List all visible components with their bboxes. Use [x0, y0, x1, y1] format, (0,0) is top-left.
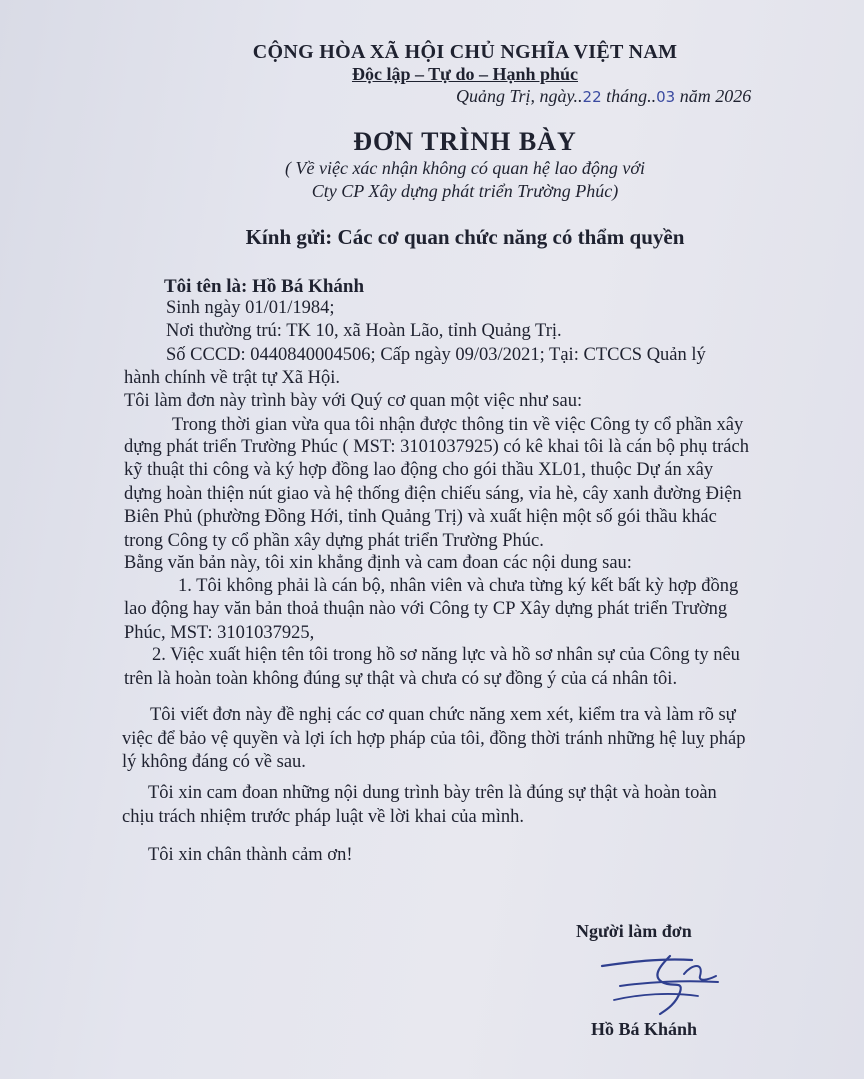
handwritten-signature	[600, 952, 730, 1018]
address-line: Nơi thường trú: TK 10, xã Hoàn Lão, tỉnh Quảng Trị.	[166, 321, 562, 341]
paragraph-1-line-1: Trong thời gian vừa qua tôi nhận được thông tin về việc Công ty cổ phần xây	[172, 415, 744, 435]
applicant-name-line: Tôi tên là: Hồ Bá Khánh	[164, 276, 365, 297]
item-1-line-1: 1. Tôi không phải là cán bộ, nhân viên và chưa từng ký kết bất kỳ hợp đồng	[178, 576, 739, 596]
intro-line: Tôi làm đơn này trình bày với Quý cơ quan một việc như sau:	[124, 391, 583, 411]
paragraph-2-line-1: Tôi viết đơn này đề nghị các cơ quan chức năng xem xét, kiểm tra và làm rõ sự	[150, 705, 736, 725]
paragraph-1-line-4: dựng hoàn thiện nút giao và hệ thống điện chiếu sáng, vỉa hè, cây xanh đường Điện	[124, 484, 742, 504]
place-prefix: Quảng Trị, ngày	[456, 86, 574, 106]
place-date-line: Quảng Trị, ngày..22 tháng..03 năm 2026	[456, 86, 752, 106]
paragraph-3-line-1: Tôi xin cam đoan những nội dung trình bày trên là đúng sự thật và hoàn toàn	[148, 783, 717, 803]
id-card-line-continued: hành chính về trật tự Xã Hội.	[124, 368, 341, 388]
month-label: tháng	[606, 86, 648, 106]
date-of-birth-line: Sinh ngày 01/01/1984;	[166, 298, 335, 318]
id-card-line: Số CCCD: 0440840004506; Cấp ngày 09/03/2021; Tại: CTCCS Quản lý	[166, 345, 706, 365]
signer-role: Người làm đơn	[576, 921, 692, 941]
document-subtitle-line-1: ( Về việc xác nhận không có quan hệ lao động với	[285, 158, 645, 178]
year-label: năm 2026	[679, 86, 752, 106]
paragraph-2-line-2: việc để bảo vệ quyền và lợi ích hợp pháp của tôi, đồng thời tránh những hệ luỵ pháp	[122, 729, 746, 749]
signer-name: Hồ Bá Khánh	[591, 1019, 698, 1039]
paragraph-3-line-2: chịu trách nhiệm trước pháp luật về lời khai của mình.	[122, 807, 525, 827]
thanks-line: Tôi xin chân thành cảm ơn!	[148, 845, 353, 865]
paragraph-1-line-5: Biên Phủ (phường Đồng Hới, tỉnh Quảng Trị) và xuất hiện một số gói thầu khác	[124, 507, 717, 527]
handwritten-day: 22	[582, 88, 602, 106]
item-1-line-2: lao động hay văn bản thoả thuận nào với Công ty CP Xây dựng phát triển Trường	[124, 599, 728, 619]
item-2-line-1: 2. Việc xuất hiện tên tôi trong hồ sơ năng lực và hồ sơ nhân sự của Công ty nêu	[152, 645, 740, 665]
paragraph-1-line-3: kỹ thuật thi công và ký hợp đồng lao động cho gói thầu XL01, thuộc Dự án xây	[124, 460, 714, 480]
paragraph-1-line-2: dựng phát triển Trường Phúc ( MST: 3101037925) có kê khai tôi là cán bộ phụ trách	[124, 437, 749, 457]
document-title: ĐƠN TRÌNH BÀY	[353, 127, 577, 156]
affirmation-line: Bằng văn bản này, tôi xin khẳng định và cam đoan các nội dung sau:	[124, 553, 632, 573]
document-subtitle-line-2: Cty CP Xây dựng phát triển Trường Phúc)	[311, 181, 619, 201]
recipient-line: Kính gửi: Các cơ quan chức năng có thẩm quyền	[245, 225, 685, 249]
national-motto: Độc lập – Tự do – Hạnh phúc	[351, 64, 579, 84]
paragraph-2-line-3: lý không đáng có về sau.	[122, 752, 306, 772]
item-2-line-2: trên là hoàn toàn không đúng sự thật và chưa có sự đồng ý của cá nhân tôi.	[124, 669, 678, 689]
national-header: CỘNG HÒA XÃ HỘI CHỦ NGHĨA VIỆT NAM	[252, 41, 678, 63]
item-1-line-3: Phúc, MST: 3101037925,	[124, 623, 315, 643]
paragraph-1-line-6: trong Công ty cổ phần xây dựng phát triển Trường Phúc.	[124, 531, 544, 551]
handwritten-month: 03	[656, 88, 676, 106]
